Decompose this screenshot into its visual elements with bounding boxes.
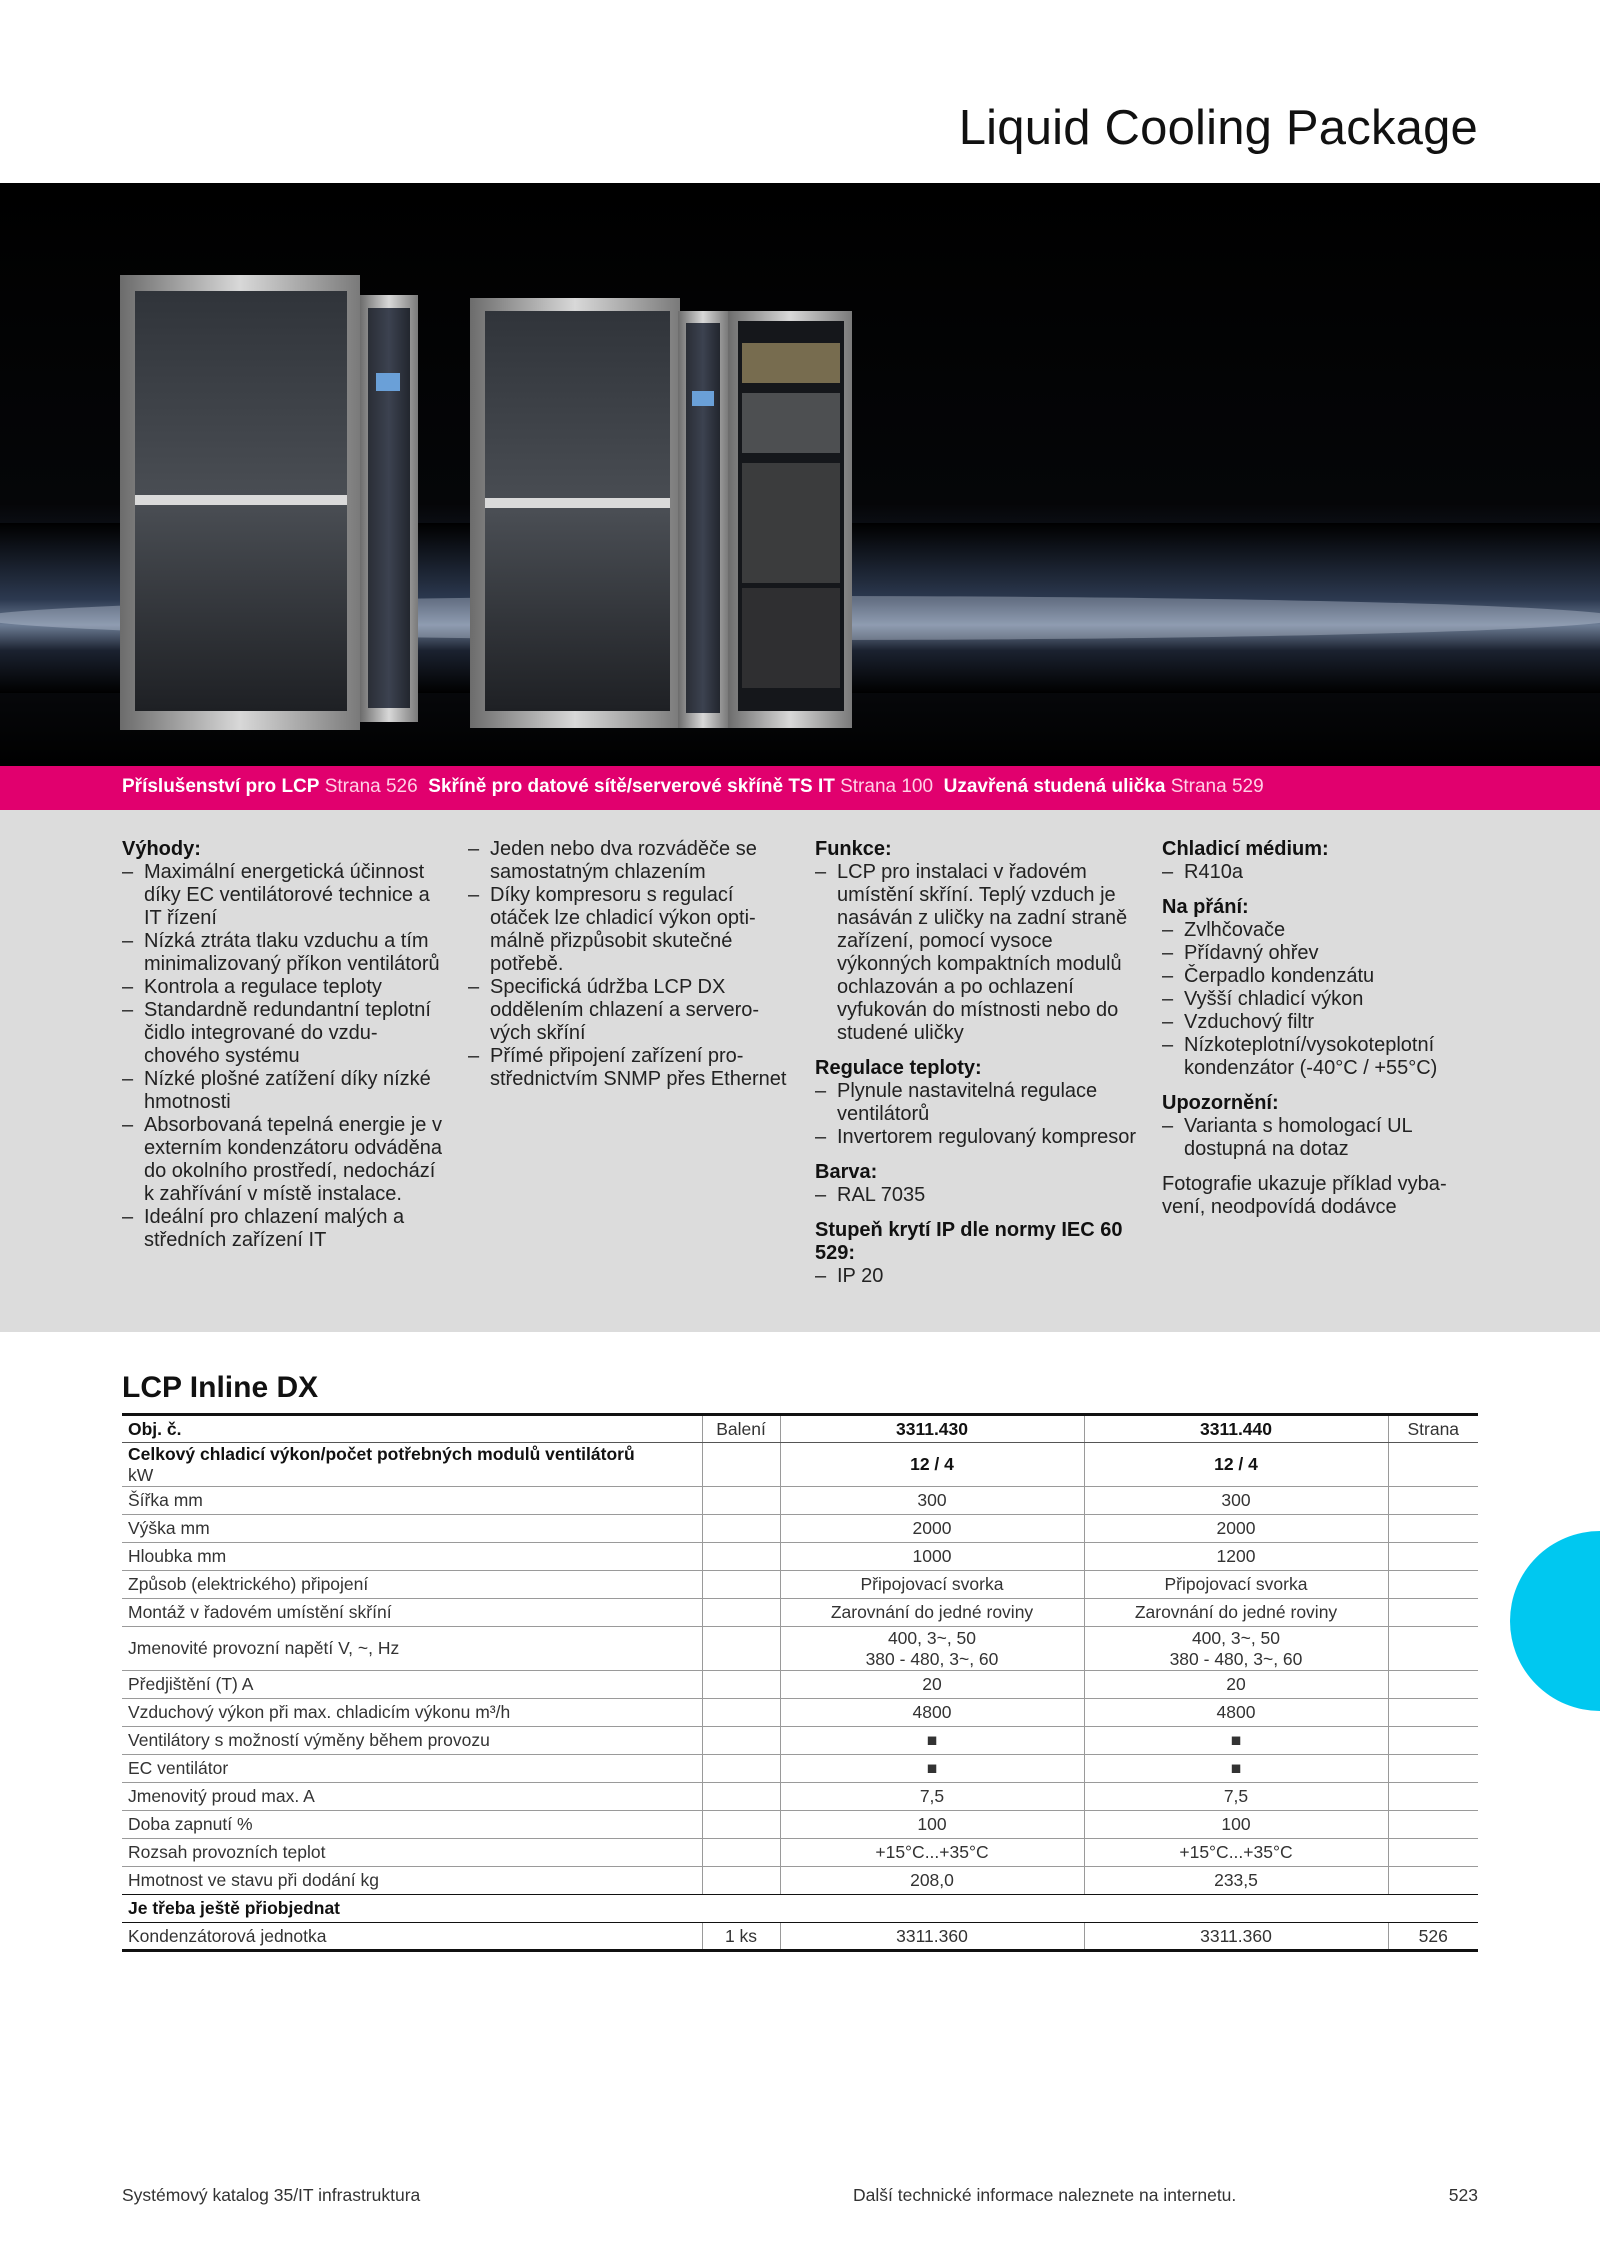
- table-cell: 2000: [780, 1515, 1084, 1543]
- table-cell: 3311.360: [1084, 1923, 1388, 1951]
- info-box: [0, 810, 1600, 1332]
- table-cell: Kondenzátorová jednotka: [122, 1923, 702, 1951]
- table-cell: 1200: [1084, 1543, 1388, 1571]
- table-row: [122, 1571, 1478, 1599]
- table-cell: 208,0: [780, 1867, 1084, 1895]
- chapter-tab: [1510, 1531, 1600, 1711]
- table-cell: Výška mm: [122, 1515, 702, 1543]
- medium-heading: Chladicí médium:: [1162, 838, 1329, 860]
- table-cell: Hloubka mm: [122, 1543, 702, 1571]
- table-cell: 7,5: [780, 1783, 1084, 1811]
- table-cell: 1 ks: [702, 1923, 780, 1951]
- table-cell: Předjištění (T) A: [122, 1671, 702, 1699]
- options-list: [1162, 919, 1480, 1080]
- product-photo: [0, 183, 1600, 766]
- square-marker-icon: ■: [780, 1755, 1084, 1783]
- cooling-label: Celkový chladicí výkon/počet potřebných modulů ventilátorů: [128, 1443, 635, 1464]
- table-cell: 3311.440: [1084, 1415, 1388, 1443]
- table-row: [122, 1727, 1478, 1755]
- table-cell: Vzduchový výkon při max. chladicím výkonu m³/h: [122, 1699, 702, 1727]
- table-cell: 12 / 4: [1084, 1443, 1388, 1487]
- table-cell: Strana: [1388, 1415, 1478, 1443]
- table-cell: 100: [1084, 1811, 1388, 1839]
- table-cell: 100: [780, 1811, 1084, 1839]
- list-item: – Varianta s homologací UL dostupná na dotaz: [1162, 1115, 1480, 1161]
- section-title: LCP Inline DX: [122, 1371, 319, 1404]
- table-row: [122, 1755, 1478, 1783]
- list-item: – Díky kompresoru s regulací otáček lze chladicí výkon optimálně přizpůsobit skutečné potřebě.: [468, 884, 790, 976]
- table-cell: Obj. č.: [122, 1415, 702, 1443]
- list-item: – LCP pro instalaci v řadovém umístění skříní. Teplý vzduch je nasáván z uličky na zadní straně zařízení, pomocí vysoce výkonných kompaktních modulů ochlazován a po ochlazení vyfukován do místnosti nebo do studené uličky: [815, 861, 1137, 1045]
- list-item: – Standardně redundantní teplotní čidlo integrované do vzduchového systému: [122, 999, 444, 1068]
- table-cell: EC ventilátor: [122, 1755, 702, 1783]
- medium-column: [1162, 838, 1480, 1219]
- table-cell: [122, 1443, 702, 1487]
- voltage-value: 400, 3~, 50: [887, 1627, 977, 1648]
- table-row: [122, 1543, 1478, 1571]
- table-cell: 4800: [1084, 1699, 1388, 1727]
- table-row: [122, 1671, 1478, 1699]
- table-cell: Zarovnání do jedné roviny: [780, 1599, 1084, 1627]
- table-cell: Způsob (elektrického) připojení: [122, 1571, 702, 1599]
- regulation-heading: Regulace teploty:: [815, 1057, 982, 1079]
- notice-list: [1162, 1115, 1480, 1161]
- table-cell: +15°C...+35°C: [780, 1839, 1084, 1867]
- footer-catalog: Systémový katalog 35/IT infrastruktura: [122, 2185, 421, 2205]
- table-cell: 3311.360: [780, 1923, 1084, 1951]
- table-row: [122, 1839, 1478, 1867]
- options-heading: Na přání:: [1162, 896, 1249, 918]
- color-list: [815, 1184, 1137, 1207]
- list-item: – Čerpadlo kondenzátu: [1162, 965, 1480, 988]
- voltage-value: 380 - 480, 3~, 60: [1169, 1648, 1303, 1669]
- function-list: [815, 861, 1137, 1045]
- list-item: – Ideální pro chlazení malých a středních zařízení IT: [122, 1206, 444, 1252]
- advantages-heading: Výhody:: [122, 838, 201, 860]
- crossref-label[interactable]: Uzavřená studená ulička: [943, 776, 1166, 797]
- crossref-page: Strana 526: [324, 776, 418, 797]
- page-link[interactable]: 526: [1388, 1923, 1478, 1951]
- medium-list: [1162, 861, 1480, 884]
- table-row: [122, 1923, 1478, 1951]
- list-item: – Nízkoteplotní/vysokoteplotní kondenzátor (-40°C / +55°C): [1162, 1034, 1480, 1080]
- table-cell: Jmenovité provozní napětí V, ~, Hz: [122, 1627, 702, 1671]
- table-row: [122, 1811, 1478, 1839]
- table-row: [122, 1515, 1478, 1543]
- color-heading: Barva:: [815, 1161, 878, 1183]
- table-cell: +15°C...+35°C: [1084, 1839, 1388, 1867]
- table-cell: Balení: [702, 1415, 780, 1443]
- table-cell: 1000: [780, 1543, 1084, 1571]
- table-cell: 300: [1084, 1487, 1388, 1515]
- table-row: [122, 1487, 1478, 1515]
- table-cell: Doba zapnutí %: [122, 1811, 702, 1839]
- list-item: – R410a: [1162, 861, 1480, 884]
- table-cell: Hmotnost ve stavu při dodání kg: [122, 1867, 702, 1895]
- table-cell: [702, 1443, 780, 1487]
- table-subheader-row: [122, 1895, 1478, 1923]
- notice-heading: Upozornění:: [1162, 1092, 1279, 1114]
- advantages-column-2: [468, 838, 790, 1091]
- table-cell: Montáž v řadovém umístění skříní: [122, 1599, 702, 1627]
- list-item: – Nízká ztráta tlaku vzduchu a tím minimalizovaný příkon ventilátorů: [122, 930, 444, 976]
- list-item: – Jeden nebo dva rozváděče se samostatným chlazením: [468, 838, 790, 884]
- cooling-unit: kW: [128, 1464, 154, 1485]
- page-number: 523: [1448, 2185, 1478, 2205]
- table-cell: 300: [780, 1487, 1084, 1515]
- list-item: – Vzduchový filtr: [1162, 1011, 1480, 1034]
- table-cell: Ventilátory s možností výměny během provozu: [122, 1727, 702, 1755]
- table-cell: Připojovací svorka: [1084, 1571, 1388, 1599]
- list-item: – Invertorem regulovaný kompresor: [815, 1126, 1137, 1149]
- list-item: – Absorbovaná tepelná energie je v externím kondenzátoru odváděna do okolního prostředí, nedochází k zahřívání v místě instalace.: [122, 1114, 444, 1206]
- list-item: – Maximální energetická účinnost díky EC ventilátorové technice a IT řízení: [122, 861, 444, 930]
- list-item: – Vyšší chladicí výkon: [1162, 988, 1480, 1011]
- list-item: – Zvlhčovače: [1162, 919, 1480, 942]
- list-item: – Nízké plošné zatížení díky nízké hmotnosti: [122, 1068, 444, 1114]
- advantages-list-continued: [468, 838, 790, 1091]
- ip-list: [815, 1265, 1137, 1288]
- crossref-label[interactable]: Skříně pro datové sítě/serverové skříně TS IT: [428, 776, 835, 797]
- table-row: [122, 1783, 1478, 1811]
- crossref-label[interactable]: Příslušenství pro LCP: [122, 776, 320, 797]
- table-cell: 20: [1084, 1671, 1388, 1699]
- table-cell: Připojovací svorka: [780, 1571, 1084, 1599]
- list-item: – IP 20: [815, 1265, 1137, 1288]
- voltage-value: 400, 3~, 50: [1191, 1627, 1281, 1648]
- cross-reference-bar: [0, 766, 1600, 810]
- table-cell: 20: [780, 1671, 1084, 1699]
- crossref-page: Strana 100: [840, 776, 934, 797]
- list-item: – Specifická údržba LCP DX oddělením chlazení a serverových skříní: [468, 976, 790, 1045]
- rack-cabinets-illustration: [0, 183, 1600, 766]
- advantages-list: [122, 861, 444, 1252]
- table-cell: [780, 1627, 1084, 1671]
- table-cell: Šířka mm: [122, 1487, 702, 1515]
- page-title: Liquid Cooling Package: [958, 101, 1478, 155]
- table-cell: [1084, 1627, 1388, 1671]
- ip-heading: Stupeň krytí IP dle normy IEC 60 529:: [815, 1219, 1123, 1264]
- table-cell: 12 / 4: [780, 1443, 1084, 1487]
- photo-note: Fotografie ukazuje příklad vybavení, neodpovídá dodávce: [1162, 1173, 1447, 1218]
- table-header-row: [122, 1415, 1478, 1443]
- square-marker-icon: ■: [1084, 1755, 1388, 1783]
- table-cell: 233,5: [1084, 1867, 1388, 1895]
- table-row: [122, 1599, 1478, 1627]
- table-cell: Zarovnání do jedné roviny: [1084, 1599, 1388, 1627]
- advantages-column-1: [122, 838, 444, 1252]
- list-item: – Přídavný ohřev: [1162, 942, 1480, 965]
- table-row: [122, 1699, 1478, 1727]
- regulation-list: [815, 1080, 1137, 1149]
- table-cell: 3311.430: [780, 1415, 1084, 1443]
- crossref-page: Strana 529: [1170, 776, 1264, 797]
- square-marker-icon: ■: [1084, 1727, 1388, 1755]
- table-row: [122, 1443, 1478, 1487]
- function-column: [815, 838, 1137, 1288]
- table-cell: 2000: [1084, 1515, 1388, 1543]
- table-cell: 7,5: [1084, 1783, 1388, 1811]
- list-item: – Kontrola a regulace teploty: [122, 976, 444, 999]
- list-item: – Plynule nastavitelná regulace ventilátorů: [815, 1080, 1137, 1126]
- order-heading: Je třeba ještě přiobjednat: [122, 1895, 1478, 1923]
- table-cell: Rozsah provozních teplot: [122, 1839, 702, 1867]
- table-cell: Jmenovitý proud max. A: [122, 1783, 702, 1811]
- table-cell: 4800: [780, 1699, 1084, 1727]
- table-row: [122, 1867, 1478, 1895]
- footer-note: Další technické informace naleznete na internetu.: [853, 2185, 1237, 2205]
- spec-table: [122, 1413, 1478, 1952]
- list-item: – Přímé připojení zařízení prostřednictvím SNMP přes Ethernet: [468, 1045, 790, 1091]
- voltage-value: 380 - 480, 3~, 60: [865, 1648, 999, 1669]
- function-heading: Funkce:: [815, 838, 892, 860]
- list-item: – RAL 7035: [815, 1184, 1137, 1207]
- table-cell: [1388, 1443, 1478, 1487]
- square-marker-icon: ■: [780, 1727, 1084, 1755]
- table-row: [122, 1627, 1478, 1671]
